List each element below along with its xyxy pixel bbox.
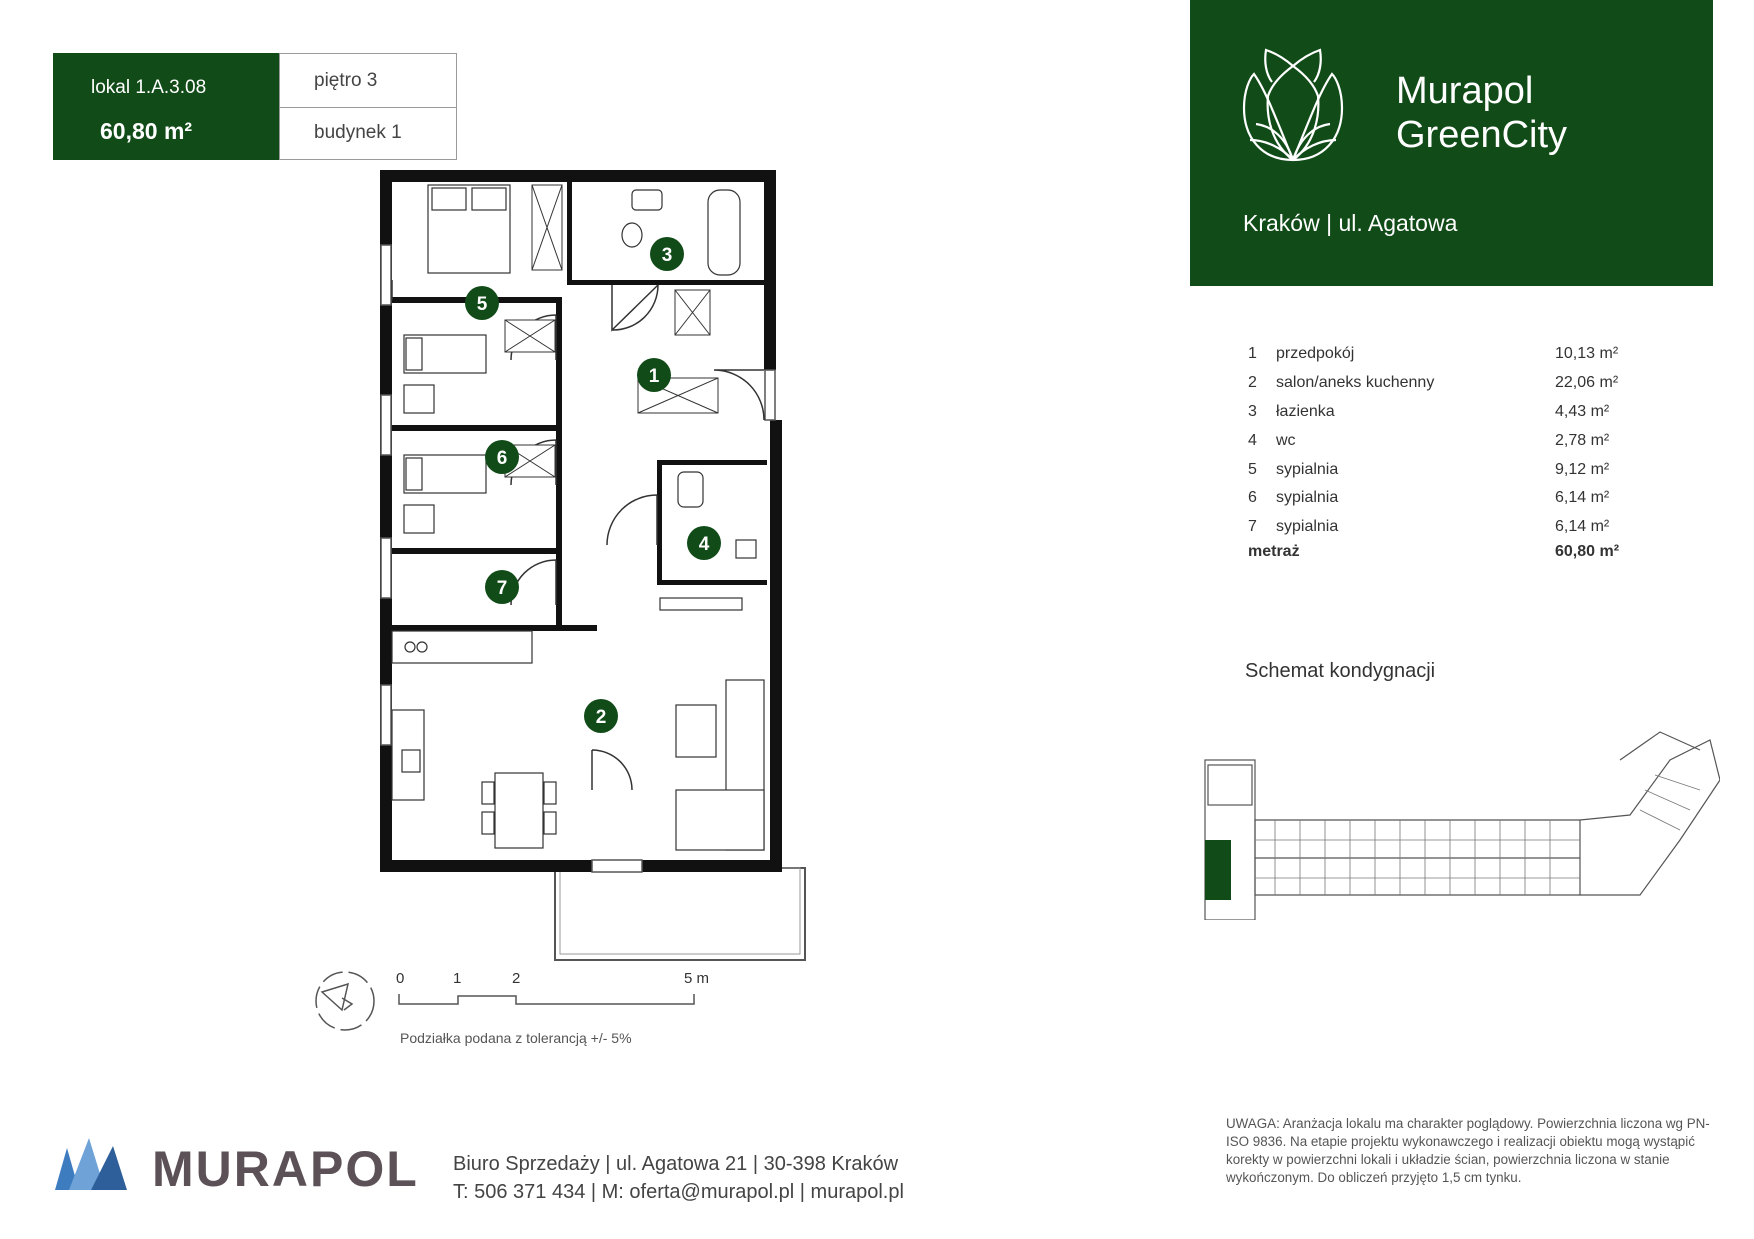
disclaimer-note: UWAGA: Aranżacja lokalu ma charakter poglądowy. Powierzchnia liczona wg PN-ISO 9836. Na etapie projektu wykonawczego i realizacji obiektu mogą wystąpić korekty w powierzchni lokali i układzie ścian, powierzchnia liczona w stanie wykończonym. Do obliczeń przyjęto 1,5 cm tynku. bbox=[1226, 1116, 1710, 1185]
building-label: budynek 1 bbox=[314, 122, 402, 143]
room-name: salon/aneks kuchenny bbox=[1276, 374, 1435, 391]
room-area: 2,78 m² bbox=[1555, 432, 1610, 449]
total-area: 60,80 m² bbox=[1555, 543, 1620, 560]
room-number: 3 bbox=[1248, 403, 1257, 420]
footer-contact bbox=[453, 1150, 904, 1206]
room-name: łazienka bbox=[1276, 403, 1335, 420]
room-marker-5: 5 bbox=[476, 294, 488, 315]
room-area: 10,13 m² bbox=[1555, 345, 1619, 362]
scale-bar bbox=[398, 990, 710, 1010]
room-number: 5 bbox=[1248, 461, 1257, 478]
brand-name-line1: Murapol bbox=[1396, 70, 1534, 112]
room-area: 9,12 m² bbox=[1555, 461, 1610, 478]
room-number: 7 bbox=[1248, 518, 1257, 535]
unit-area: 60,80 m² bbox=[100, 118, 193, 144]
room-area: 22,06 m² bbox=[1555, 374, 1619, 391]
room-number: 4 bbox=[1248, 432, 1257, 449]
location-box bbox=[279, 53, 457, 160]
room-marker-3: 3 bbox=[661, 245, 673, 266]
room-name: sypialnia bbox=[1276, 518, 1339, 535]
highlighted-unit-section bbox=[1205, 840, 1231, 900]
floor-schema-map bbox=[1200, 720, 1720, 920]
scale-tick-1: 1 bbox=[453, 970, 462, 987]
floor-plan bbox=[380, 170, 820, 970]
scale-tick-0: 0 bbox=[396, 970, 405, 987]
compass-icon bbox=[314, 970, 376, 1032]
room-name: sypialnia bbox=[1276, 461, 1339, 478]
room-number: 1 bbox=[1248, 345, 1257, 362]
room-area: 6,14 m² bbox=[1555, 518, 1610, 535]
divider bbox=[280, 107, 456, 108]
room-marker-7: 7 bbox=[496, 578, 508, 599]
room-marker-2: 2 bbox=[595, 707, 607, 728]
room-area: 6,14 m² bbox=[1555, 489, 1610, 506]
room-number: 6 bbox=[1248, 489, 1257, 506]
brand-panel bbox=[1190, 0, 1713, 286]
murapol-logo-icon bbox=[55, 1138, 127, 1190]
room-marker-1: 1 bbox=[648, 366, 660, 387]
room-area: 4,43 m² bbox=[1555, 403, 1610, 420]
room-name: wc bbox=[1276, 432, 1296, 449]
room-number: 2 bbox=[1248, 374, 1257, 391]
sales-office-address: Biuro Sprzedaży | ul. Agatowa 21 | 30-398 Kraków bbox=[453, 1153, 899, 1175]
room-marker-6: 6 bbox=[496, 448, 508, 469]
unit-info-box bbox=[53, 53, 279, 160]
scale-tolerance-note: Podziałka podana z tolerancją +/- 5% bbox=[400, 1030, 632, 1046]
unit-number: lokal 1.A.3.08 bbox=[91, 77, 207, 98]
balcony bbox=[555, 868, 805, 960]
schema-title: Schemat kondygnacji bbox=[1245, 660, 1436, 682]
scale-tick-5m: 5 m bbox=[684, 970, 710, 987]
total-label: metraż bbox=[1248, 543, 1300, 560]
room-name: sypialnia bbox=[1276, 489, 1339, 506]
room-name: przedpokój bbox=[1276, 345, 1355, 362]
tulip-logo-icon bbox=[1242, 48, 1344, 162]
brand-location: Kraków | ul. Agatowa bbox=[1243, 210, 1458, 236]
scale-tick-2: 2 bbox=[512, 970, 521, 987]
room-marker-4: 4 bbox=[698, 534, 710, 555]
brand-name-line2: GreenCity bbox=[1396, 114, 1568, 156]
contact-line: T: 506 371 434 | M: oferta@murapol.pl | murapol.pl bbox=[453, 1181, 904, 1203]
floor-label: piętro 3 bbox=[314, 70, 378, 91]
murapol-logo-text: MURAPOL bbox=[152, 1141, 419, 1197]
